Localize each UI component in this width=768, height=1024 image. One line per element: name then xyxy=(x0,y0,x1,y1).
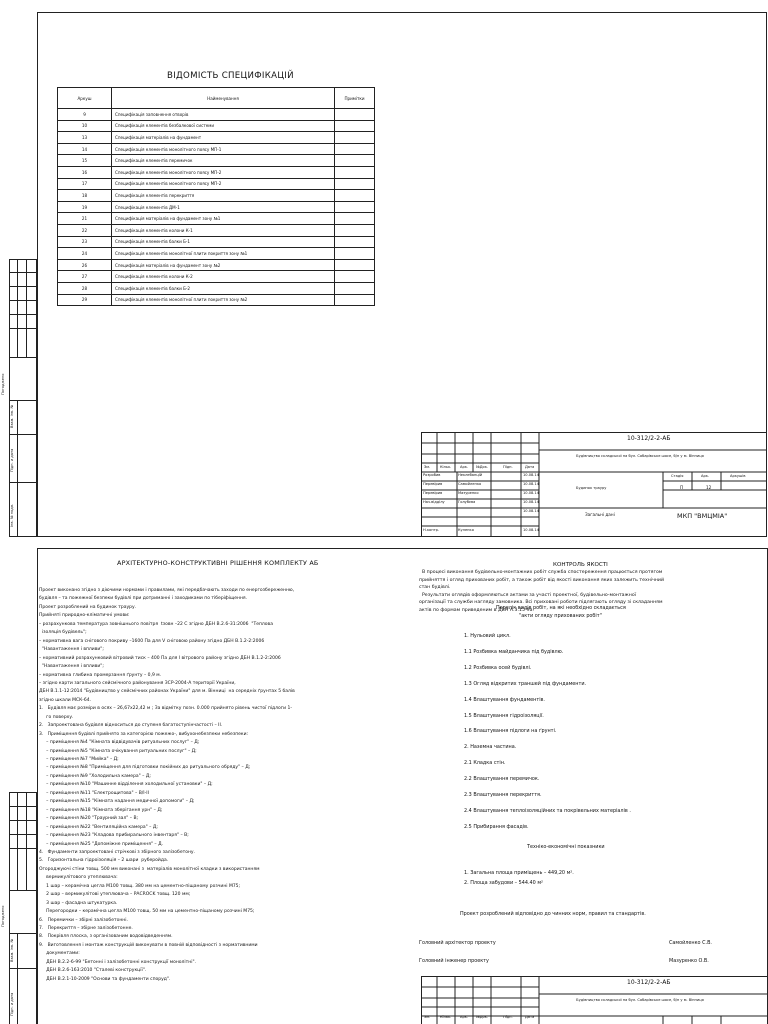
table-row xyxy=(58,236,375,248)
note-line: Прийняті природно-кліматичні умови: xyxy=(39,613,130,619)
chief-architect-name: Самойленко С.В. xyxy=(669,940,712,946)
cell-name: Специфікація елементів монолітної плити покриття зону №2 xyxy=(112,294,335,306)
page-title: ВІДОМІСТЬ СПЕЦИФІКАЦІЙ xyxy=(167,71,294,81)
stamp2-hdr-date: Дата xyxy=(525,1015,535,1019)
note-line: – приміщення №15 "Кімната надання медичної допомоги" – Д; xyxy=(39,799,195,805)
work-item: 1.5 Влаштування гідроізоляції. xyxy=(464,712,544,719)
stamp-person-name: Самойленко xyxy=(458,482,482,486)
work-item: 1.6 Влаштування підлоги на ґрунті. xyxy=(464,728,557,735)
stamp-doc-title: Будинок трауру xyxy=(576,486,607,490)
table-row xyxy=(58,248,375,260)
cell-note xyxy=(335,143,375,155)
table-row xyxy=(58,224,375,236)
note-line: 6. Перемички – збірні залізобетонні. xyxy=(39,917,128,923)
stamp-person-date: 10.08.14 xyxy=(523,500,540,504)
note-line: – розрахункова температура зовнішнього повітря tзовн –22 С згідно ДБН В.2.6-31:2006 "Теплова xyxy=(39,621,273,627)
cell-sheet: 26 xyxy=(58,259,112,271)
note-line: – приміщення №20 "Траурний зал" – В; xyxy=(39,816,139,822)
column-header-note: Примітки xyxy=(335,88,375,109)
compliance-note: Проект розроблений відповідно до чинних норм, правил та стандартів. xyxy=(460,911,646,917)
stamp-hdr-qty: Кільк. xyxy=(440,465,452,469)
note-line: – нормативний розрахунковий вітровий тиск – 400 Па для I вітрового району згідно ДБН В.1.2-2:2006 xyxy=(39,655,281,661)
specification-table xyxy=(57,87,375,306)
note-line: – приміщення №7 "Мийка" – Д; xyxy=(39,757,119,762)
stamp-object-2: Будівництво складської на бул. Сабарівське шосе, б/н у м. Вінниця xyxy=(576,998,704,1002)
stamp-person-name: Куленко xyxy=(458,528,474,532)
table-row xyxy=(58,155,375,167)
stamp-person-date: 10.08.14 xyxy=(523,482,540,486)
stamp-person-date: 10.08.14 xyxy=(523,528,540,532)
note-line: – згідно карти загального сейсмічного районування ЗСР-2004-А території України, xyxy=(39,680,236,686)
work-item: 2.3 Влаштування перекриття. xyxy=(464,792,542,798)
work-item: 1.2 Розбивка осей будівлі. xyxy=(464,664,532,671)
note-line: ДБН В.2.2-6-99 "Бетонні і залізобетонні конструкції монолітні". xyxy=(39,959,196,965)
cell-sheet: 27 xyxy=(58,271,112,283)
table-row xyxy=(58,282,375,294)
note-line: згідно шкали МСК-64. xyxy=(39,697,92,703)
cell-note xyxy=(335,294,375,306)
chief-engineer-label: Головний інженер проекту xyxy=(419,958,489,964)
side-label-sign-date: Підп. и дата xyxy=(10,448,14,472)
cell-sheet: 29 xyxy=(58,294,112,306)
stamp-hdr-sheet: Арк. xyxy=(460,465,469,469)
note-line: 2. Запроектована будівля відноситься до ступеня багатоступінчастості – II. xyxy=(39,723,223,729)
cell-name: Специфікація заповнення отворів xyxy=(112,109,335,121)
cell-name: Специфікація елементів перекриття xyxy=(112,190,335,202)
note-line: вермикулітового утеплювача: xyxy=(39,875,118,881)
stamp-hdr-change: Зм. xyxy=(424,465,431,469)
cell-name: Специфікація елементів безбалкової системи xyxy=(112,120,335,132)
note-line: – приміщення №8 "Приміщення для підготовки покійних до ритуального обряду" – Д; xyxy=(39,765,251,771)
note-line: 3. Приміщення будівлі прийнято за категорією пожежо-, вибухонебезпеки небезпеки: xyxy=(39,731,249,737)
table-row xyxy=(58,109,375,121)
work-item: 1.1 Розбивка майданчика під будівлю. xyxy=(464,648,564,655)
table-row xyxy=(58,143,375,155)
note-line: будівля – та пожежної безпеки будівлі при дотриманні і заходиками по тіберіфіщення. xyxy=(39,596,248,602)
cell-sheet: 10 xyxy=(58,120,112,132)
stamp2-hdr-doc: №Док. xyxy=(476,1015,489,1019)
quality-line: стан будівлі. xyxy=(419,585,451,591)
cell-name: Специфікація елементів балки Б-1 xyxy=(112,236,335,248)
cell-note xyxy=(335,166,375,178)
note-line: – нормативна вага снігового покриву –1600 Па для V сніговою району згідно ДБН В.1.2-2:2006 xyxy=(39,638,265,644)
work-list-title-1: Перелік видів робіт, на які необхідно складається xyxy=(496,605,626,611)
work-item: 1.3 Огляд відкритих траншей під фундаменти. xyxy=(464,680,587,687)
cell-name: Специфікація елементів колони К-1 xyxy=(112,224,335,236)
side-label-inventory: Інв. № подл. xyxy=(10,503,14,527)
stamp-object: Будівництво складської на бул. Сабарівське шосе, б/н у м. Вінниця xyxy=(576,454,704,458)
work-item: 2.4 Влаштування теплоізоляційних та покрівельних матеріалів . xyxy=(464,807,631,814)
stamp-sheet-number: 12 xyxy=(706,485,712,490)
note-line: ДБН В.1.1-12:2014 "Будівництво у сейсмічних районах України" для м. Вінниці на середніх ґрунтах 5 балів xyxy=(39,689,295,695)
cell-sheet: 13 xyxy=(58,132,112,144)
chief-architect-label: Головний архітектор проекту xyxy=(419,940,496,946)
cell-note xyxy=(335,120,375,132)
stamp-sheet-label: Арк. xyxy=(701,474,710,478)
note-line: 1. Будівля має розміри в осях – 26,67х22,42 м ; За відмітку позн. 0.000 прийнято рівень чистої підлоги 1- xyxy=(39,706,292,712)
section-title-architecture: АРХІТЕКТУРНО-КОНСТРУКТИВНІ РІШЕННЯ КОМПЛЕКТУ АБ xyxy=(117,559,319,567)
work-list-title-2: "акти огляду прихованих робіт" xyxy=(519,613,602,619)
stamp-stage: П xyxy=(680,485,684,490)
work-item: 1. Нульовий цикл. xyxy=(464,633,511,639)
note-line: го поверху. xyxy=(39,714,74,720)
cell-sheet: 22 xyxy=(58,224,112,236)
stamp-hdr-doc: №Док. xyxy=(476,465,489,469)
note-line: Проект виконано згідно з діючими нормами і правилами, які передбачають заходи по енергозбереженню, xyxy=(39,588,295,593)
cell-name: Специфікація елементів перемичок xyxy=(112,155,335,167)
quality-line: актів по формам приведеним в ДБН А.3.15-9а. xyxy=(419,608,535,613)
cell-note xyxy=(335,109,375,121)
total-area: 1. Загальна площа приміщень – 449,20 м². xyxy=(464,870,574,876)
note-line: 2 шар – вермикулітові утеплювача – РАСROCK товщ. 120 мм; xyxy=(39,892,191,898)
note-line: – приміщення №4 "Кімната відвідувачів ритуальних послуг" – Д; xyxy=(39,740,200,746)
stamp-person-name: Голубєва xyxy=(458,500,476,504)
table-row xyxy=(58,259,375,271)
note-line: 1 шар – керамічна цегла М100 товщ. 380 мм на цементно-піщаному розчині М75; xyxy=(39,883,241,889)
stamp2-hdr-change: Зм. xyxy=(424,1015,431,1019)
cell-sheet: 15 xyxy=(58,155,112,167)
table-row xyxy=(58,166,375,178)
cell-sheet: 17 xyxy=(58,178,112,190)
table-row xyxy=(58,178,375,190)
section-title-quality: КОНТРОЛЬ ЯКОСТІ xyxy=(553,562,608,568)
work-item: 2. Наземна частина. xyxy=(464,744,517,751)
cell-note xyxy=(335,282,375,294)
cell-note xyxy=(335,190,375,202)
cell-note xyxy=(335,259,375,271)
note-line: документами: xyxy=(39,951,80,957)
stamp-person-role: Перевірив xyxy=(423,482,443,486)
cell-note xyxy=(335,248,375,260)
side-label-agreed: Погоджено xyxy=(1,373,5,395)
note-line: 8. Покрівля плоска, з організованим водовідведенням. xyxy=(39,934,173,940)
cell-note xyxy=(335,236,375,248)
cell-note xyxy=(335,224,375,236)
cell-name: Специфікація елементів монолітної плити покриття зону №1 xyxy=(112,248,335,260)
note-line: ізоляція будівель"; xyxy=(39,630,87,636)
side-label-replace-2: Взам. інв. № xyxy=(10,938,14,962)
stamp2-hdr-qty: Кільк. xyxy=(440,1015,452,1019)
cell-note xyxy=(335,155,375,167)
cell-sheet: 16 xyxy=(58,166,112,178)
note-line: ДБН В.2.1-10-2009 "Основи та фундаменти споруд". xyxy=(39,976,171,982)
chief-engineer-name: Мазуренко О.В. xyxy=(669,958,709,964)
cell-name: Специфікація матеріалів на фундамент xyxy=(112,132,335,144)
cell-sheet: 9 xyxy=(58,109,112,121)
cell-note xyxy=(335,178,375,190)
stamp-person-date: 10.08.14 xyxy=(523,491,540,495)
cell-sheet: 24 xyxy=(58,248,112,260)
quality-line: Результати оглядів оформляються актами за участі проектної, будівельно-монтажної xyxy=(419,592,637,598)
cell-sheet: 18 xyxy=(58,190,112,202)
table-row xyxy=(58,201,375,213)
note-line: Перегородки – керамічна цегла М100 товщ. 50 мм на цементно-піщаному розчині М75; xyxy=(39,909,255,915)
work-item: 2.5 Прибирання фасадів. xyxy=(464,823,529,830)
cell-sheet: 21 xyxy=(58,213,112,225)
tech-indicators-title: Техніко-економічні показники xyxy=(527,844,605,850)
table-row xyxy=(58,213,375,225)
note-line: – приміщення №18 "Кімната зберігання урн" – Д; xyxy=(39,807,163,813)
cell-note xyxy=(335,213,375,225)
note-line: Огороджуючі стіни товщ. 500 мм виконані з матеріалів монолітної кладки з використанням xyxy=(39,866,260,872)
stamp-person-role: Нач.відділу xyxy=(423,500,445,504)
stamp-code: 10-312/2-2-АБ xyxy=(627,435,671,442)
note-line: – нормативна глибина промерзання ґрунту – 0,9 м. xyxy=(39,672,162,678)
cell-note xyxy=(335,132,375,144)
note-line: 3 шар – фасадна штукатурка. xyxy=(39,900,118,906)
table-row xyxy=(58,271,375,283)
note-line: – приміщення №9 "Холодильна камера" – Д; xyxy=(39,773,151,779)
work-item: 1.4 Влаштування фундаментів. xyxy=(464,696,545,703)
stamp2-hdr-sheet: Арк. xyxy=(460,1015,469,1019)
note-line: "Навантаження і впливи"; xyxy=(39,647,104,653)
note-line: – приміщення №22 "Вентиляційна камера" – Д; xyxy=(39,824,158,830)
cell-sheet: 28 xyxy=(58,282,112,294)
stamp-person-role: Перевірив xyxy=(423,491,443,495)
cell-name: Специфікація матеріалів на фундамент зону №1 xyxy=(112,213,335,225)
quality-line: В процесі виконання будівельно-монтажних робіт служба спостереження працюється протягом xyxy=(419,570,663,575)
note-line: 4. Фундаменти запроектовані стрічкові з збірного залізобетону. xyxy=(39,849,195,855)
quality-line: прийняття і огляд прихованих робіт, а також робіт від якості виконання яких залежить технічний xyxy=(419,577,665,583)
stamp-hdr-sign: Підп. xyxy=(503,465,513,469)
stamp-organization: МКП "ВМЦМІА" xyxy=(677,512,728,520)
cell-name: Специфікація елементів монолітного поясу МП-1 xyxy=(112,143,335,155)
side-label-replace: Взам. інв. № xyxy=(10,404,14,428)
note-line: 7. Перекриття – збірне залізобетонне. xyxy=(39,926,133,931)
note-line: – приміщення №10 "Машинне відділення холодильної установки" – Д; xyxy=(39,782,213,788)
quality-line: організації та служби нагляду замовника. Всі приховані роботи підлягають огляду зі складанням xyxy=(419,600,663,606)
table-row xyxy=(58,190,375,202)
column-header-sheet: Аркуш xyxy=(58,88,112,109)
cell-sheet: 23 xyxy=(58,236,112,248)
column-header-name: Найменування xyxy=(112,88,335,109)
table-row xyxy=(58,120,375,132)
cell-name: Специфікація елементів монолітного поясу МП-2 xyxy=(112,166,335,178)
cell-name: Специфікація елементів колони К-2 xyxy=(112,271,335,283)
note-line: "Навантаження і впливи"; xyxy=(39,664,104,670)
note-line: Проект розроблений на будинок трауру. xyxy=(39,604,137,610)
stamp-person-name: Неклебанцій xyxy=(458,473,483,477)
building-area: 2. Площа забудови – 544.40 м² xyxy=(464,880,543,886)
note-line: – приміщення №25 "Допоміжне приміщення" – Д. xyxy=(39,841,164,847)
stamp-person-name: Мазуренко xyxy=(458,491,479,495)
note-line: – приміщення №11 "Електрощитова" – В/I-II xyxy=(39,790,149,796)
side-label-agreed-2: Погоджено xyxy=(1,905,5,927)
stamp-hdr-date: Дата xyxy=(525,465,535,469)
stamp-person-date: 10.08.14 xyxy=(523,473,540,477)
cell-name: Специфікація матеріалів на фундамент зону №2 xyxy=(112,259,335,271)
stamp-person-date: 10.08.14 xyxy=(523,509,540,513)
cell-name: Специфікація елементів монолітного поясу МП-2 xyxy=(112,178,335,190)
cell-name: Специфікація елементів балки Б-2 xyxy=(112,282,335,294)
cell-note xyxy=(335,271,375,283)
note-line: 5. Горизонтальна гідроізоляція – 2 шари руберойда. xyxy=(39,858,169,864)
work-item: 2.2 Влаштування перемичок. xyxy=(464,776,540,783)
stamp-sheets-label: Аркушів xyxy=(730,474,746,478)
note-line: – приміщення №23 "Кладова прибирального інвентаря" – В; xyxy=(39,833,189,839)
table-row xyxy=(58,132,375,144)
side-label-sign-date-2: Підп. и дата xyxy=(10,992,14,1016)
cell-sheet: 19 xyxy=(58,201,112,213)
stamp-general: Загальні дані xyxy=(585,512,615,517)
stamp-stage-label: Стадія xyxy=(671,474,684,478)
note-line: ДБН В.2.6-163:2010 "Сталеві конструкції". xyxy=(39,968,147,974)
table-row xyxy=(58,294,375,306)
cell-name: Специфікація елементів ДМ-1 xyxy=(112,201,335,213)
stamp-code-2: 10-312/2-2-АБ xyxy=(627,979,671,986)
stamp-person-role: Н.контр. xyxy=(423,528,440,532)
work-item: 2.1 Кладка стін. xyxy=(464,760,506,767)
cell-sheet: 14 xyxy=(58,143,112,155)
note-line: 9. Виготовлення і монтаж конструкцій виконувати в повній відповідності з нормативними xyxy=(39,942,258,948)
stamp2-hdr-sign: Підп. xyxy=(503,1015,513,1019)
stamp-person-role: Розробив xyxy=(423,473,441,477)
cell-note xyxy=(335,201,375,213)
note-line: – приміщення №5 "Кімната очікування ритуальних послуг" – Д; xyxy=(39,748,197,754)
